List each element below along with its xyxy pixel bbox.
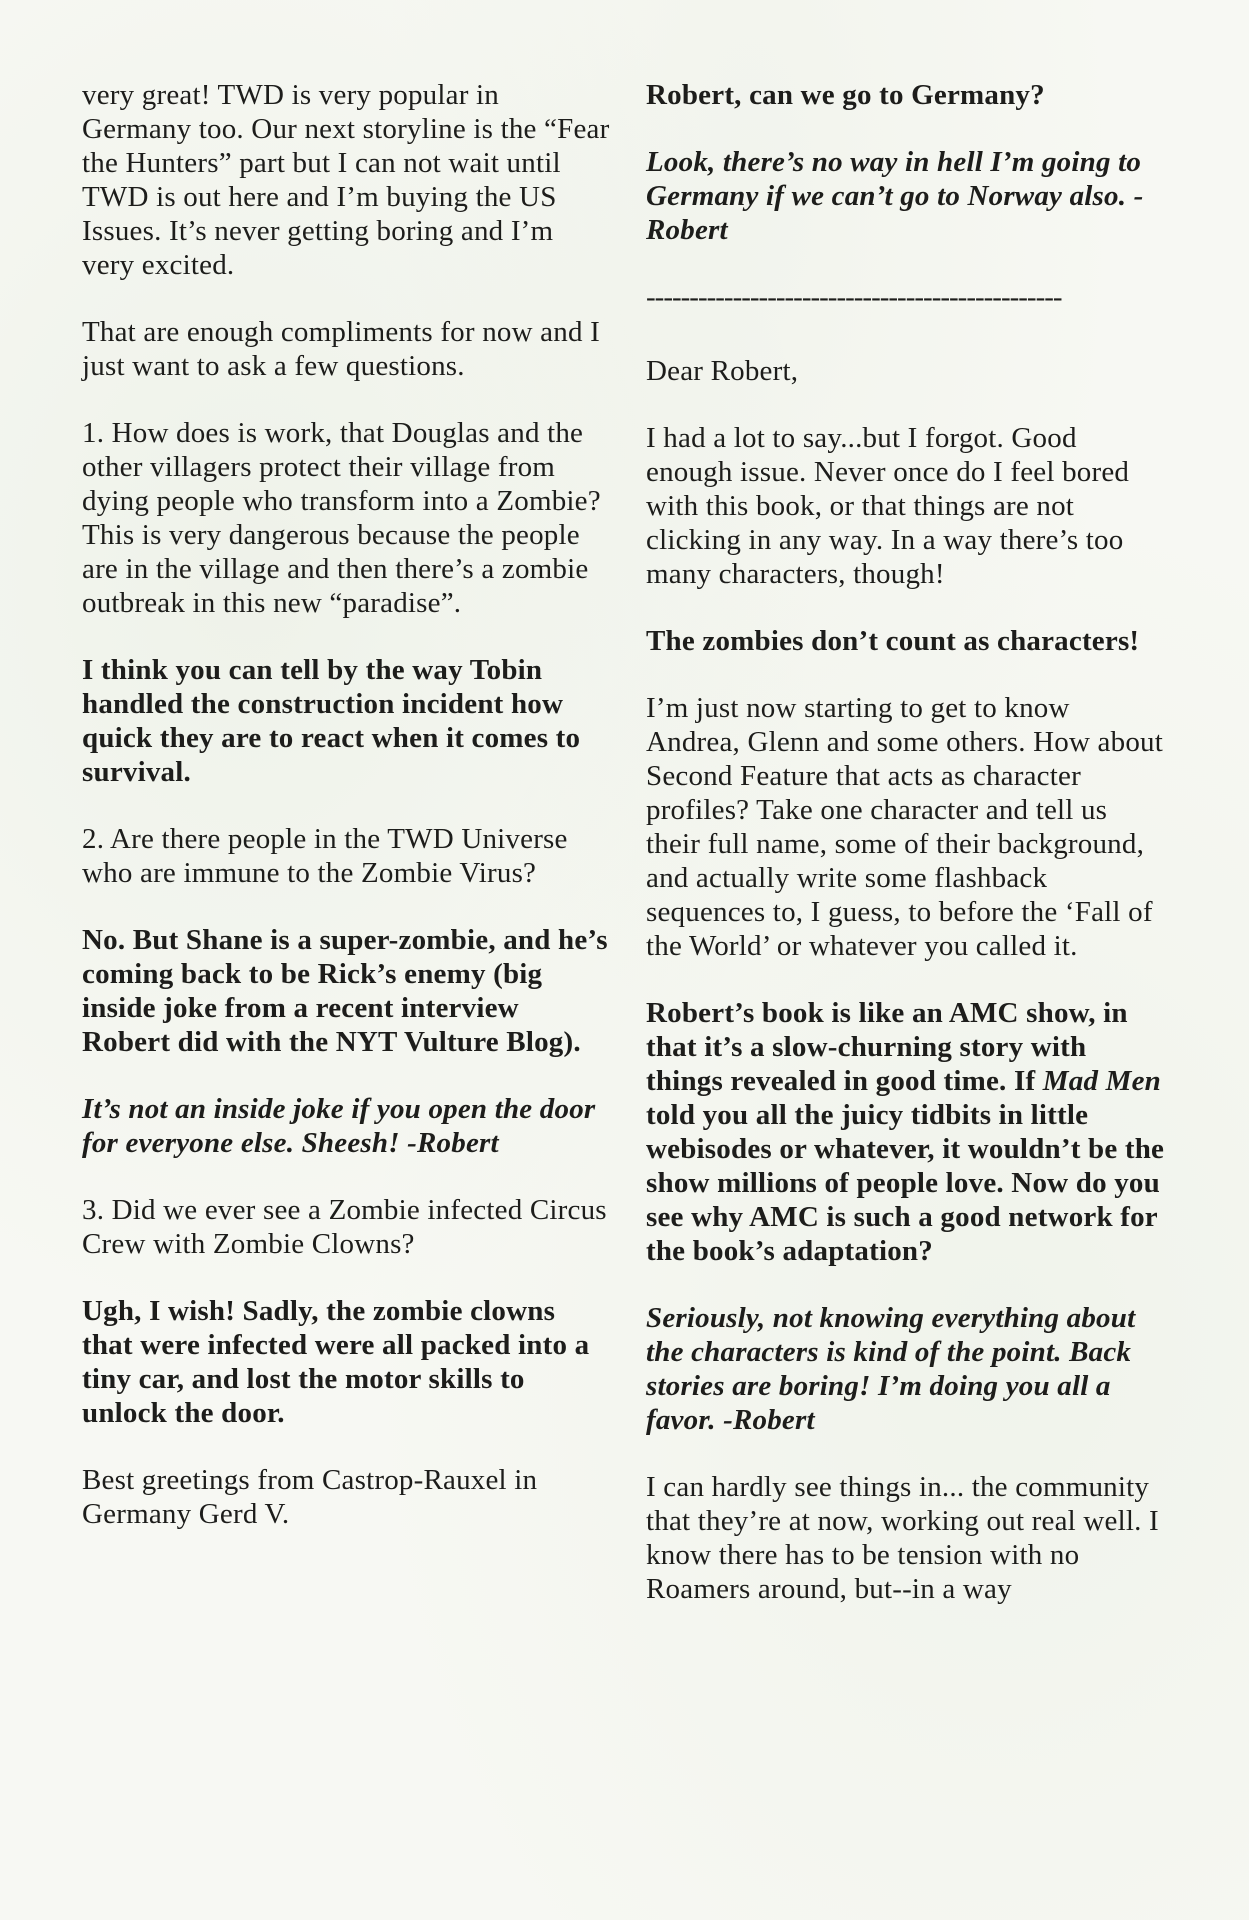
robert-reply: Look, there’s no way in hell I’m going to Germany if we can’t go to Norway also. -Robert	[646, 146, 1144, 246]
robert-reply: It’s not an inside joke if you open the door for everyone else. Sheesh! -Robert	[82, 1093, 596, 1159]
editor-reply: No. But Shane is a super-zombie, and he’s coming back to be Rick’s enemy (big inside joke from a recent interview Robert did with the NYT Vulture Blog).	[82, 924, 608, 1058]
letter-signoff: Best greetings from Castrop-Rauxel in Germany Gerd V.	[82, 1464, 538, 1530]
letter-divider: ------------------------------------------------	[646, 281, 1062, 313]
editor-reply: I think you can tell by the way Tobin handled the construction incident how quick they are to react when it comes to survival.	[82, 654, 581, 788]
show-title: Mad Men	[1042, 1065, 1161, 1097]
robert-reply: Seriously, not knowing everything about the characters is kind of the point. Back stories are boring! I’m doing you all a favor. -Robert	[646, 1302, 1136, 1436]
editor-reply: Robert, can we go to Germany?	[646, 79, 1045, 111]
reply-text: Robert’s book is like an AMC show, in that it’s a slow-churning story with things revealed in good time. If	[646, 997, 1128, 1097]
letter-paragraph: very great! TWD is very popular in Germany too. Our next storyline is the “Fear the Hunters” part but I can not wait until TWD is out here and I’m buying the US Issues. It’s never getting boring and I’m very excited.	[82, 79, 610, 281]
letter-paragraph: 1. How does is work, that Douglas and the other villagers protect their village from dying people who transform into a Zombie? This is very dangerous because the people are in the village and then there’s a zombie outbreak in this new “paradise”.	[82, 417, 601, 619]
letter-paragraph: I can hardly see things in... the community that they’re at now, working out real well. I know there has to be tension with no Roamers around, but--in a way	[646, 1471, 1159, 1605]
letter-paragraph: That are enough compliments for now and I just want to ask a few questions.	[82, 316, 600, 382]
reply-text: told you all the juicy tidbits in little webisodes or whatever, it wouldn’t be the show millions of people love. Now do you see why AMC is such a good network for the book’s adaptation?	[646, 1099, 1165, 1267]
letter-paragraph: I’m just now starting to get to know Andrea, Glenn and some others. How about Second Feature that acts as character profiles? Take one character and tell us their full name, some of their background, and actually write some flashback sequences to, I guess, to before the ‘Fall of the World’ or whatever you called it.	[646, 692, 1163, 962]
letter-paragraph: I had a lot to say...but I forgot. Good enough issue. Never once do I feel bored with this book, or that things are not clicking in any way. In a way there’s too many characters, though!	[646, 422, 1130, 590]
editor-reply: The zombies don’t count as characters!	[646, 625, 1140, 657]
right-column	[646, 78, 1166, 1639]
letter-salutation: Dear Robert,	[646, 355, 799, 387]
editor-reply: Ugh, I wish! Sadly, the zombie clowns that were infected were all packed into a tiny car, and lost the motor skills to unlock the door.	[82, 1295, 590, 1429]
letter-paragraph: 3. Did we ever see a Zombie infected Circus Crew with Zombie Clowns?	[82, 1194, 607, 1260]
editor-reply	[646, 996, 1166, 1268]
left-column	[82, 78, 612, 1564]
letter-paragraph: 2. Are there people in the TWD Universe who are immune to the Zombie Virus?	[82, 823, 568, 889]
